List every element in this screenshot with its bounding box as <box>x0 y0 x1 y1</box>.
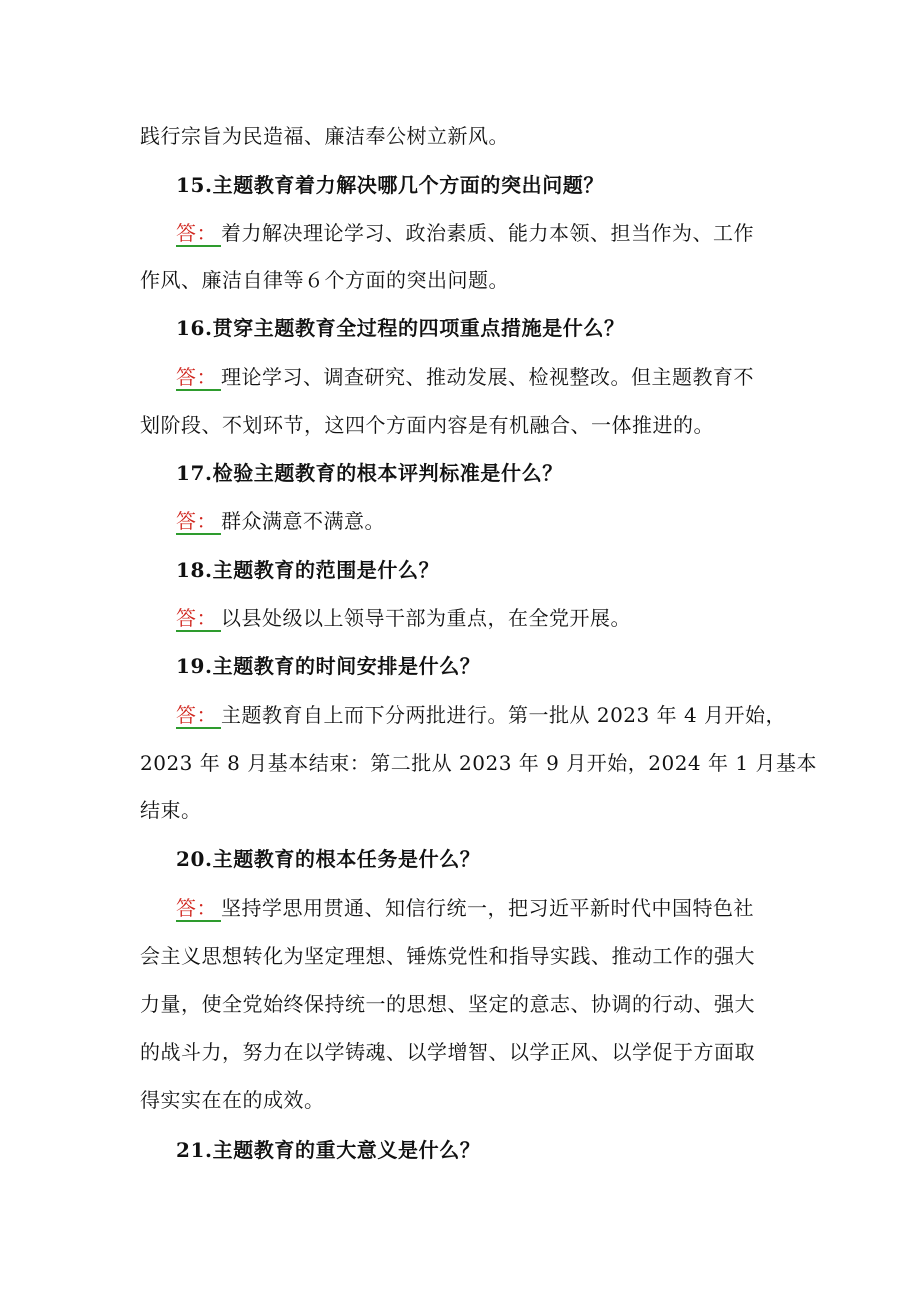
answer-label: 答： <box>176 896 221 922</box>
answer-19 <box>176 700 826 730</box>
answer-label: 答： <box>176 606 221 632</box>
question-16: 16.贯穿主题教育全过程的四项重点措施是什么？ <box>176 316 625 340</box>
answer-text: 主题教育自上而下分两批进行。第一批从 2023 年 4 月开始， <box>221 703 787 727</box>
question-21: 21.主题教育的重大意义是什么？ <box>176 1138 481 1162</box>
answer-text: 着力解决理论学习、政治素质、能力本领、担当作为、工作 <box>221 221 754 245</box>
answer-text: 以县处级以上领导干部为重点，在全党开展。 <box>221 606 631 630</box>
question-18: 18.主题教育的范围是什么？ <box>176 558 440 582</box>
answer-text: 理论学习、调查研究、推动发展、检视整改。但主题教育不 <box>221 365 754 389</box>
answer-18 <box>176 603 826 633</box>
text-line: 划阶段、不划环节，这四个方面内容是有机融合、一体推进的。 <box>140 413 714 437</box>
text-line: 力量，使全党始终保持统一的思想、坚定的意志、协调的行动、强大 <box>140 992 755 1016</box>
answer-15 <box>176 218 826 248</box>
text-line: 得实实在在的成效。 <box>140 1088 325 1112</box>
answer-17 <box>176 506 826 536</box>
question-17: 17.检验主题教育的根本评判标准是什么？ <box>176 461 563 485</box>
question-20: 20.主题教育的根本任务是什么？ <box>176 847 481 871</box>
text-line: 2023 年 8 月基本结束：第二批从 2023 年 9 月开始，2024 年 1 月基本 <box>140 751 817 775</box>
text-line: 的战斗力，努力在以学铸魂、以学增智、以学正风、以学促于方面取 <box>140 1040 755 1064</box>
question-19: 19.主题教育的时间安排是什么？ <box>176 654 481 678</box>
text-line: 结束。 <box>140 798 202 822</box>
question-15: 15.主题教育着力解决哪几个方面的突出问题？ <box>176 173 604 197</box>
text-line: 践行宗旨为民造福、廉洁奉公树立新风。 <box>140 124 509 148</box>
text-line: 会主义思想转化为坚定理想、锤炼党性和指导实践、推动工作的强大 <box>140 944 755 968</box>
answer-text: 群众满意不满意。 <box>221 509 385 533</box>
answer-label: 答： <box>176 703 221 729</box>
answer-16 <box>176 362 826 392</box>
answer-text: 坚持学思用贯通、知信行统一，把习近平新时代中国特色社 <box>221 896 754 920</box>
answer-label: 答： <box>176 221 221 247</box>
text-line: 作风、廉洁自律等６个方面的突出问题。 <box>140 268 509 292</box>
answer-20 <box>176 893 826 923</box>
answer-label: 答： <box>176 509 221 535</box>
answer-label: 答： <box>176 365 221 391</box>
